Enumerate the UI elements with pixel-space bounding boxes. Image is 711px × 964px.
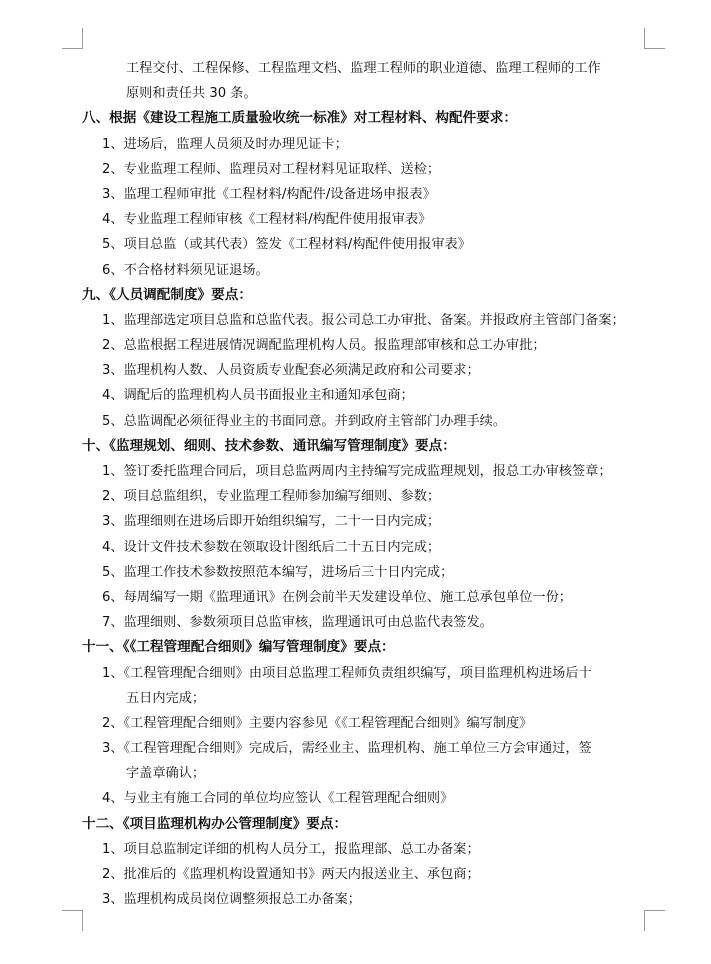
list-item: 5、监理工作技术参数按照范本编写，进场后三十日内完成； — [102, 564, 454, 580]
margin-corner-mark-top-right — [644, 28, 665, 49]
list-item-continuation: 五日内完成； — [126, 690, 206, 706]
list-item: 6、每周编写一期《监理通讯》在例会前半天发建设单位、施工总承包单位一份； — [102, 589, 572, 605]
list-item: 2、《工程管理配合细则》主要内容参见《《工程管理配合细则》编写制度》 — [102, 715, 533, 731]
document-body — [82, 56, 644, 912]
list-item: 5、项目总监（或其代表）签发《工程材料/构配件使用报审表》 — [102, 237, 471, 253]
list-item: 5、总监调配必须征得业主的书面同意。并到政府主管部门办理手续。 — [102, 413, 507, 429]
section-heading: 十、《监理规划、细则、技术参数、通讯编写管理制度》要点： — [82, 437, 456, 454]
paragraph-line: 工程交付、工程保修、工程监理文档、监理工程师的职业道德、监理工程师的工作 — [126, 61, 601, 76]
margin-corner-mark-top-left — [62, 28, 83, 49]
list-item: 2、批准后的《监理机构设置通知书》两天内报送业主、承包商； — [102, 867, 480, 882]
list-item: 1、签订委托监理合同后，项目总监两周内主持编写完成监理规划，报总工办审核签章； — [102, 464, 612, 479]
list-item: 3、监理细则在进场后即开始组织编写，二十一日内完成； — [102, 514, 441, 530]
list-item: 1、进场后，监理人员须及时办理见证卡； — [102, 136, 348, 152]
list-item: 4、设计文件技术参数在领取设计图纸后二十五日内完成； — [102, 539, 441, 555]
list-item: 3、监理机构人数、人员资质专业配套必须满足政府和公司要求； — [102, 363, 480, 379]
section-heading: 九、《人员调配制度》要点： — [82, 286, 252, 303]
list-item: 2、专业监理工程师、监理员对工程材料见证取样、送检； — [102, 161, 441, 177]
list-item: 3、监理工程师审批《工程材料/构配件/设备进场申报表》 — [102, 186, 436, 202]
list-item: 4、专业监理工程师审核《工程材料/构配件使用报审表》 — [102, 212, 432, 228]
list-item: 1、《工程管理配合细则》由项目总监理工程师负责组织编写，项目监理机构进场后十 — [102, 665, 592, 681]
list-item: 4、调配后的监理机构人员书面报业主和通知承包商； — [102, 388, 414, 404]
paragraph-line: 原则和责任共 30 条。 — [126, 86, 257, 102]
margin-corner-mark-bottom-right — [644, 910, 665, 931]
list-item: 1、项目总监制定详细的机构人员分工，报监理部、总工办备案； — [102, 841, 480, 857]
section-heading: 十一、《《工程管理配合细则》编写管理制度》要点： — [82, 639, 395, 656]
list-item: 1、监理部选定项目总监和总监代表。报公司总工办审批、备案。并报政府主管部门备案； — [102, 312, 625, 328]
list-item: 2、总监根据工程进展情况调配监理机构人员。报监理部审核和总工办审批； — [102, 338, 546, 354]
list-item: 3、监理机构成员岗位调整须报总工办备案； — [102, 892, 361, 908]
section-heading: 十二、《项目监理机构办公管理制度》要点： — [82, 815, 348, 832]
list-item-continuation: 字盖章确认； — [126, 766, 206, 782]
margin-corner-mark-bottom-left — [62, 910, 83, 931]
list-item: 7、监理细则、参数须项目总监审核，监理通讯可由总监代表签发。 — [102, 615, 493, 631]
list-item: 2、项目总监组织，专业监理工程师参加编写细则、参数； — [102, 489, 441, 505]
list-item: 3、《工程管理配合细则》完成后，需经业主、监理机构、施工单位三方会审通过，签 — [102, 741, 592, 757]
list-item: 6、不合格材料须见证退场。 — [102, 262, 269, 278]
list-item: 4、与业主有施工合同的单位均应签认《工程管理配合细则》 — [102, 791, 454, 807]
section-heading: 八、根据《建设工程施工质量验收统一标准》对工程材料、构配件要求： — [82, 110, 517, 127]
